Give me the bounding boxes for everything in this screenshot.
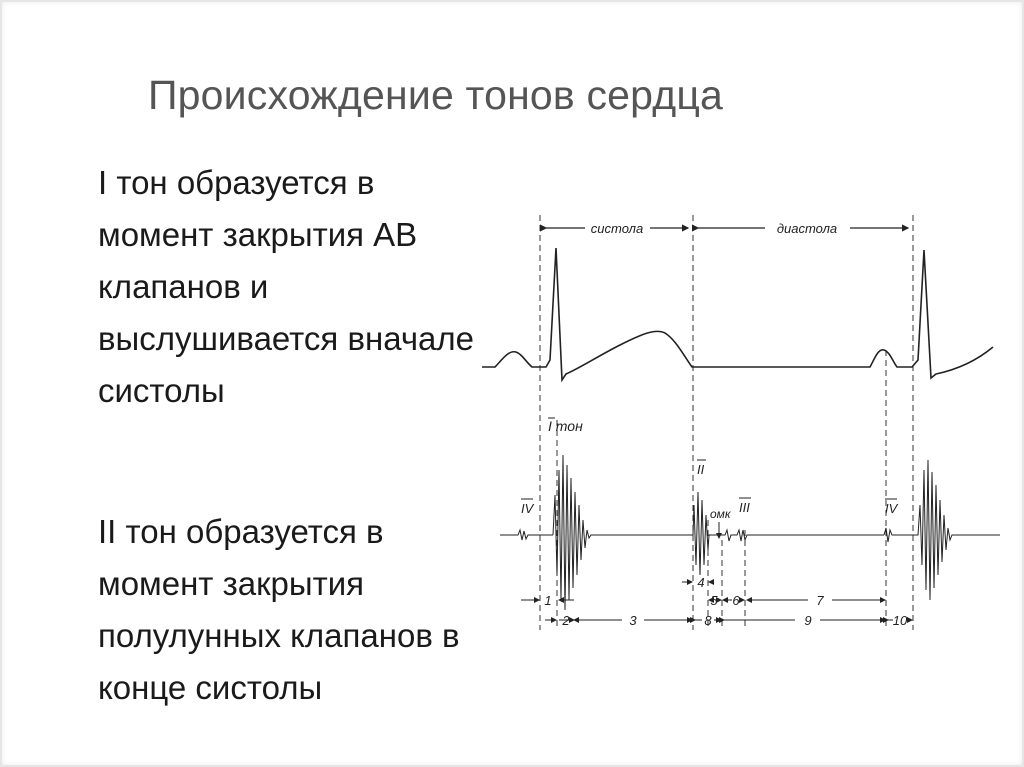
tone-4-right-label: IV (885, 501, 898, 516)
text-line: II тон образуется в (98, 513, 384, 550)
tone-labels (521, 418, 899, 538)
interval-6-label: 6 (732, 593, 740, 608)
interval-3-label: 3 (629, 613, 637, 628)
tone-4-left-label: IV (521, 501, 534, 516)
diastole-label: диастола (776, 221, 838, 236)
interval-5-label: 5 (710, 593, 718, 608)
interval-7-label: 7 (816, 593, 824, 608)
tone-3-label: III (739, 500, 750, 515)
omk-label: омк (710, 507, 731, 521)
interval-9-label: 9 (804, 613, 812, 628)
slide-title: Происхождение тонов сердца (148, 72, 724, 118)
interval-8-label: 8 (704, 613, 712, 628)
interval-10-label: 10 (892, 613, 908, 628)
text-line: момент закрытия АВ (98, 216, 418, 253)
text-line: выслушивается вначале (98, 320, 475, 357)
text-line: систолы (98, 372, 225, 409)
dashed-guide-lines (540, 215, 913, 630)
pcg-waveform (500, 455, 1000, 610)
interval-2-label: 2 (562, 613, 570, 628)
ecg-waveform (482, 248, 993, 380)
text-line: момент закрытия (98, 565, 364, 602)
interval-4-label: 4 (697, 575, 705, 590)
text-line: I тон образуется в (98, 164, 375, 201)
text-line: полулунных клапанов в (98, 617, 460, 654)
text-line: конце систолы (98, 669, 323, 706)
tone-2-label: II (697, 462, 705, 477)
tone-1-label: I тон (548, 418, 583, 434)
systole-label: систола (590, 221, 644, 236)
text-line: клапанов и (98, 268, 269, 305)
interval-1-label: 1 (544, 593, 552, 608)
